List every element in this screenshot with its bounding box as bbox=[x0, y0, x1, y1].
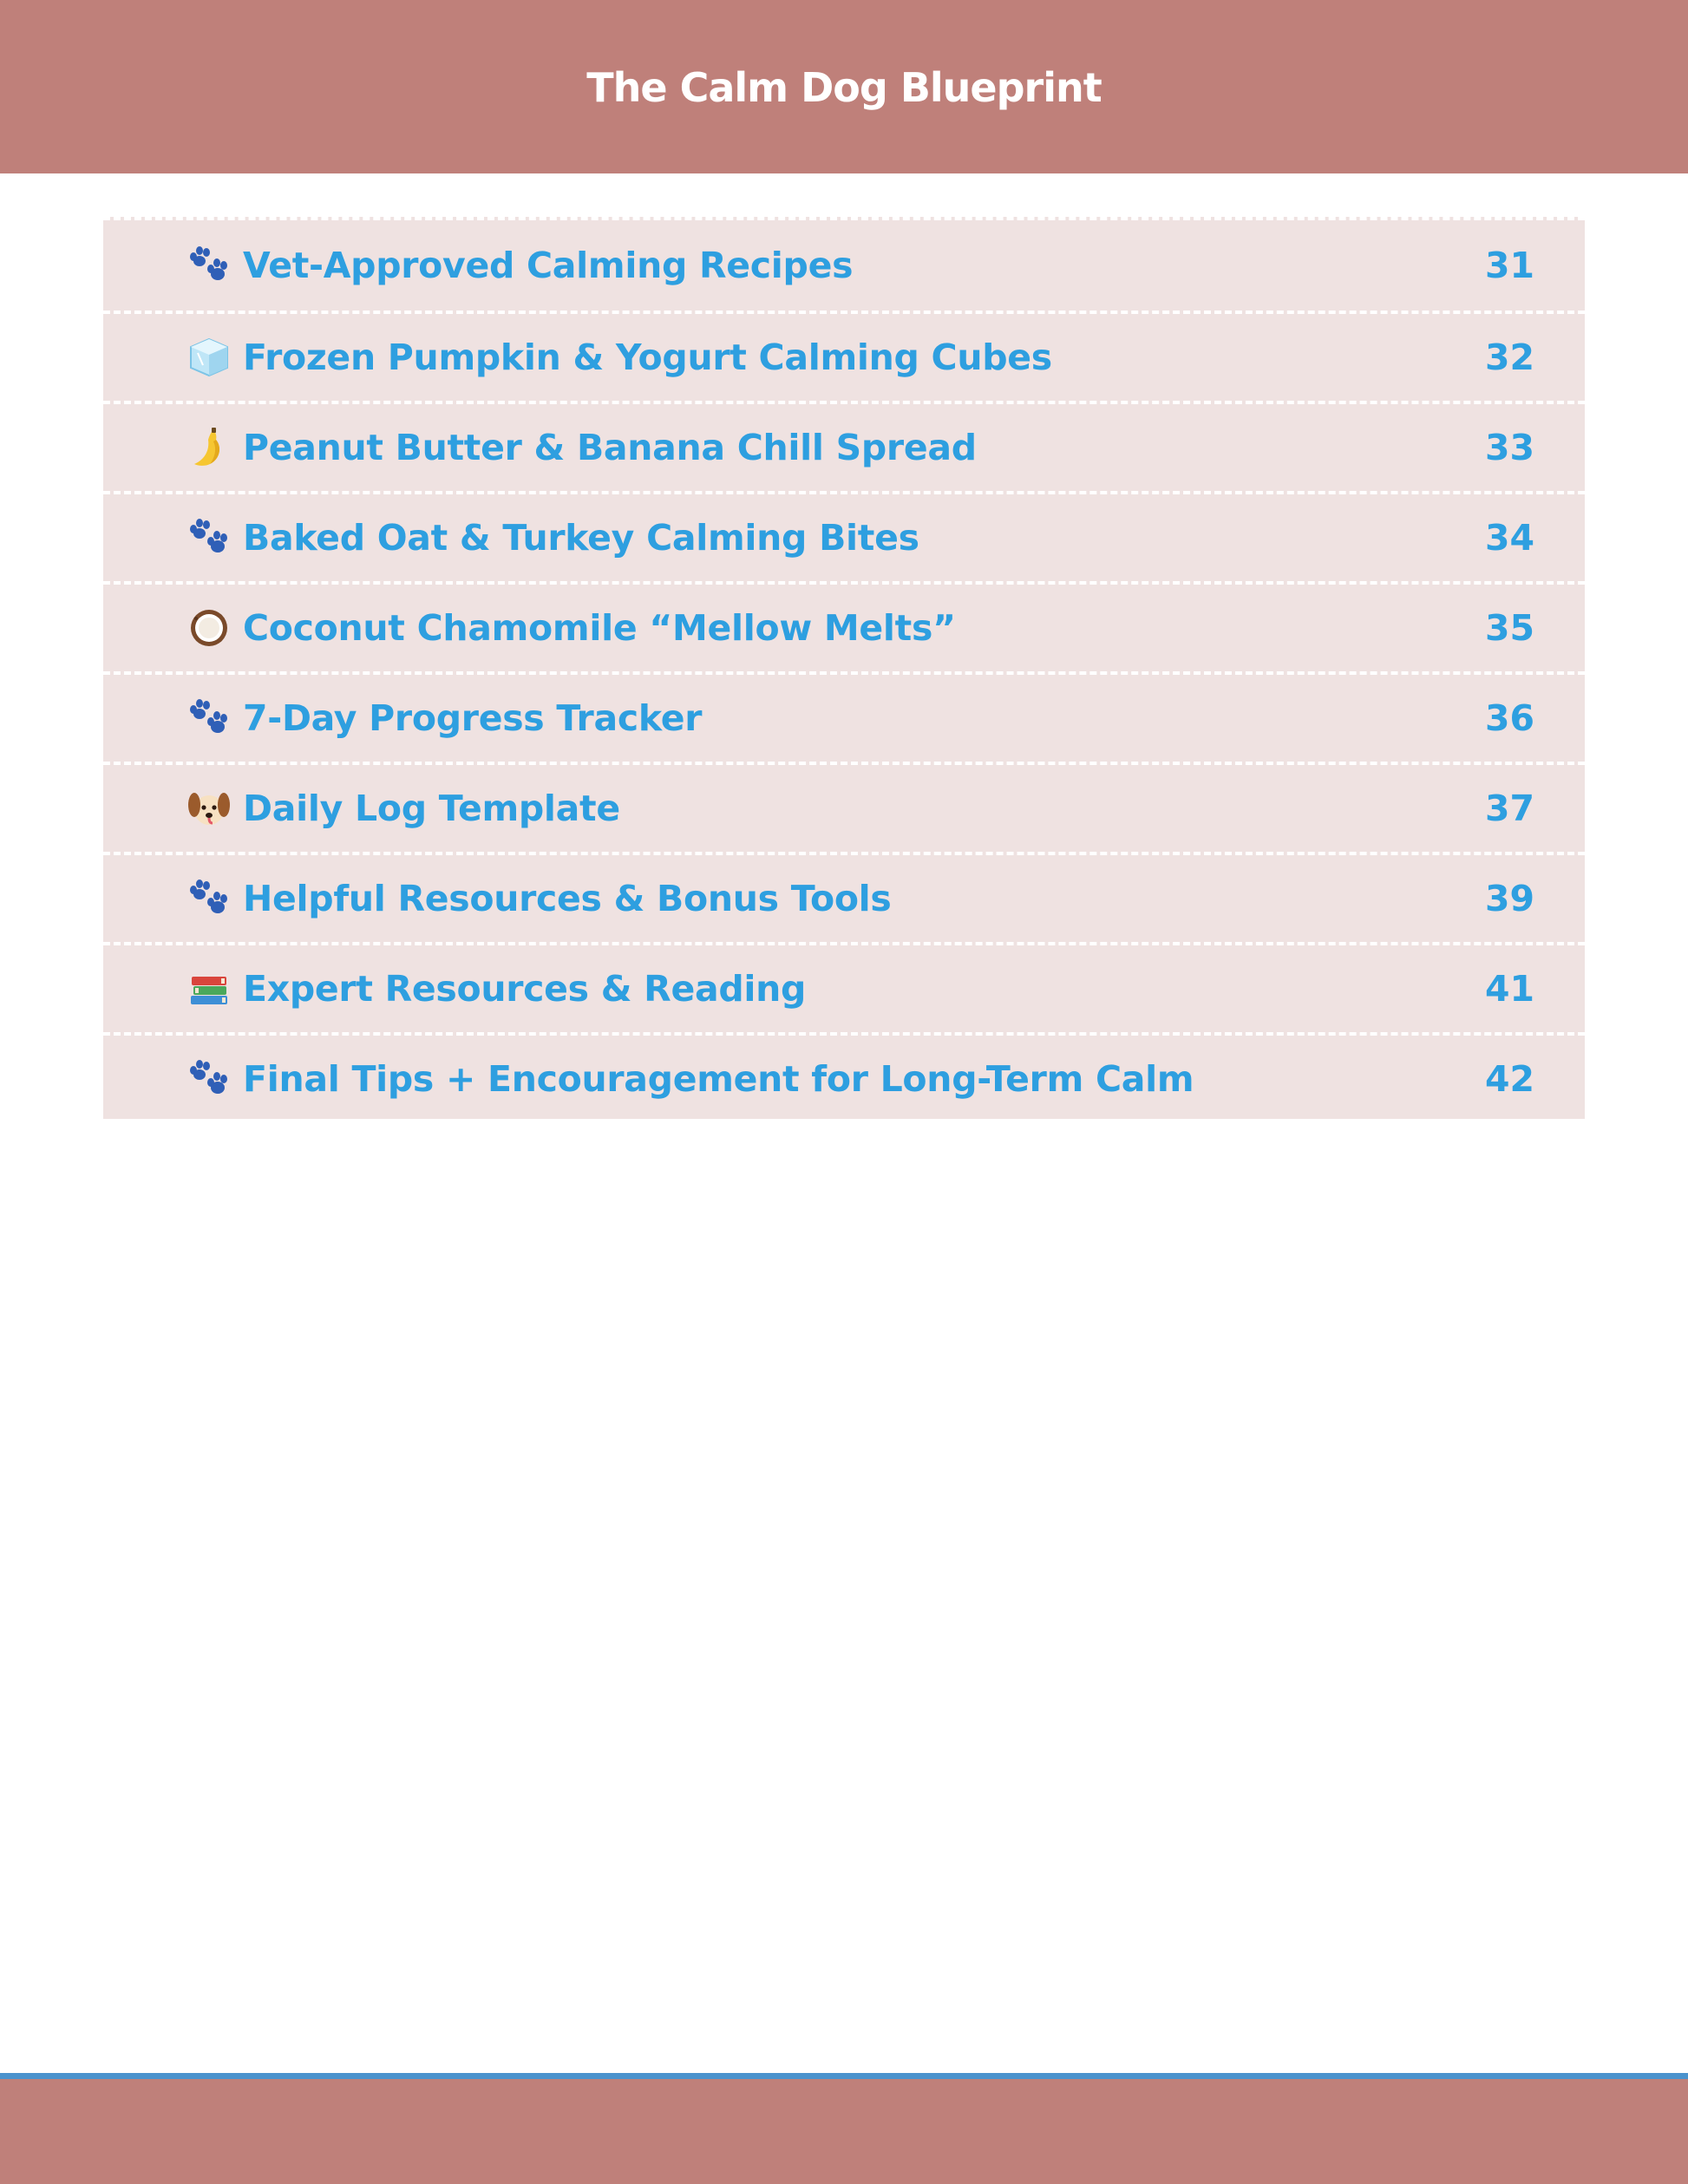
toc-entry[interactable] bbox=[103, 581, 1585, 671]
footer-band bbox=[0, 2079, 1688, 2184]
header-band bbox=[0, 0, 1688, 173]
toc-entry-title: Final Tips + Encouragement for Long-Term Calm bbox=[243, 1058, 1194, 1100]
toc-entry-page-number: 34 bbox=[1484, 517, 1534, 559]
toc-entry-title: Expert Resources & Reading bbox=[243, 968, 807, 1010]
toc-entry[interactable] bbox=[103, 762, 1585, 852]
toc-entry-page-number: 36 bbox=[1484, 697, 1534, 739]
toc-entry-page-number: 37 bbox=[1484, 788, 1534, 829]
toc-entry[interactable] bbox=[103, 401, 1585, 491]
toc-entry[interactable] bbox=[103, 942, 1585, 1032]
toc-entry-page-number: 33 bbox=[1484, 427, 1534, 468]
ice-cube-icon bbox=[186, 335, 232, 380]
books-icon bbox=[186, 966, 232, 1011]
toc-entry-page-number: 32 bbox=[1484, 337, 1534, 378]
toc-entry[interactable] bbox=[103, 491, 1585, 581]
toc-entry-title: Baked Oat & Turkey Calming Bites bbox=[243, 517, 919, 559]
paw-prints-icon bbox=[186, 515, 232, 560]
coconut-icon bbox=[186, 605, 232, 651]
toc-entry[interactable] bbox=[103, 852, 1585, 942]
toc-entry-page-number: 35 bbox=[1484, 607, 1534, 649]
toc-entry-page-number: 42 bbox=[1484, 1058, 1534, 1100]
toc-entry-title: Peanut Butter & Banana Chill Spread bbox=[243, 427, 977, 468]
toc-entry[interactable] bbox=[103, 311, 1585, 401]
page-title: The Calm Dog Blueprint bbox=[586, 64, 1102, 111]
toc-entry-title: Helpful Resources & Bonus Tools bbox=[243, 878, 892, 919]
toc-entry-page-number: 31 bbox=[1484, 245, 1534, 286]
paw-prints-icon bbox=[186, 696, 232, 741]
paw-prints-icon bbox=[186, 1056, 232, 1102]
toc-entry-title: Coconut Chamomile “Mellow Melts” bbox=[243, 607, 956, 649]
banana-icon bbox=[186, 425, 232, 470]
toc-entry-page-number: 41 bbox=[1484, 968, 1534, 1010]
toc-entry[interactable] bbox=[103, 220, 1585, 311]
toc-entry[interactable] bbox=[103, 1032, 1585, 1122]
toc-entry-title: Frozen Pumpkin & Yogurt Calming Cubes bbox=[243, 337, 1052, 378]
toc-entry-title: Vet-Approved Calming Recipes bbox=[243, 245, 854, 286]
toc-entry-page-number: 39 bbox=[1484, 878, 1534, 919]
toc-entry[interactable] bbox=[103, 671, 1585, 762]
dog-face-icon bbox=[186, 786, 232, 831]
table-of-contents bbox=[103, 217, 1585, 1119]
toc-entry-title: 7-Day Progress Tracker bbox=[243, 697, 703, 739]
footer-rule bbox=[0, 2073, 1688, 2079]
paw-prints-icon bbox=[186, 876, 232, 921]
toc-entry-title: Daily Log Template bbox=[243, 788, 620, 829]
paw-prints-icon bbox=[186, 243, 232, 288]
